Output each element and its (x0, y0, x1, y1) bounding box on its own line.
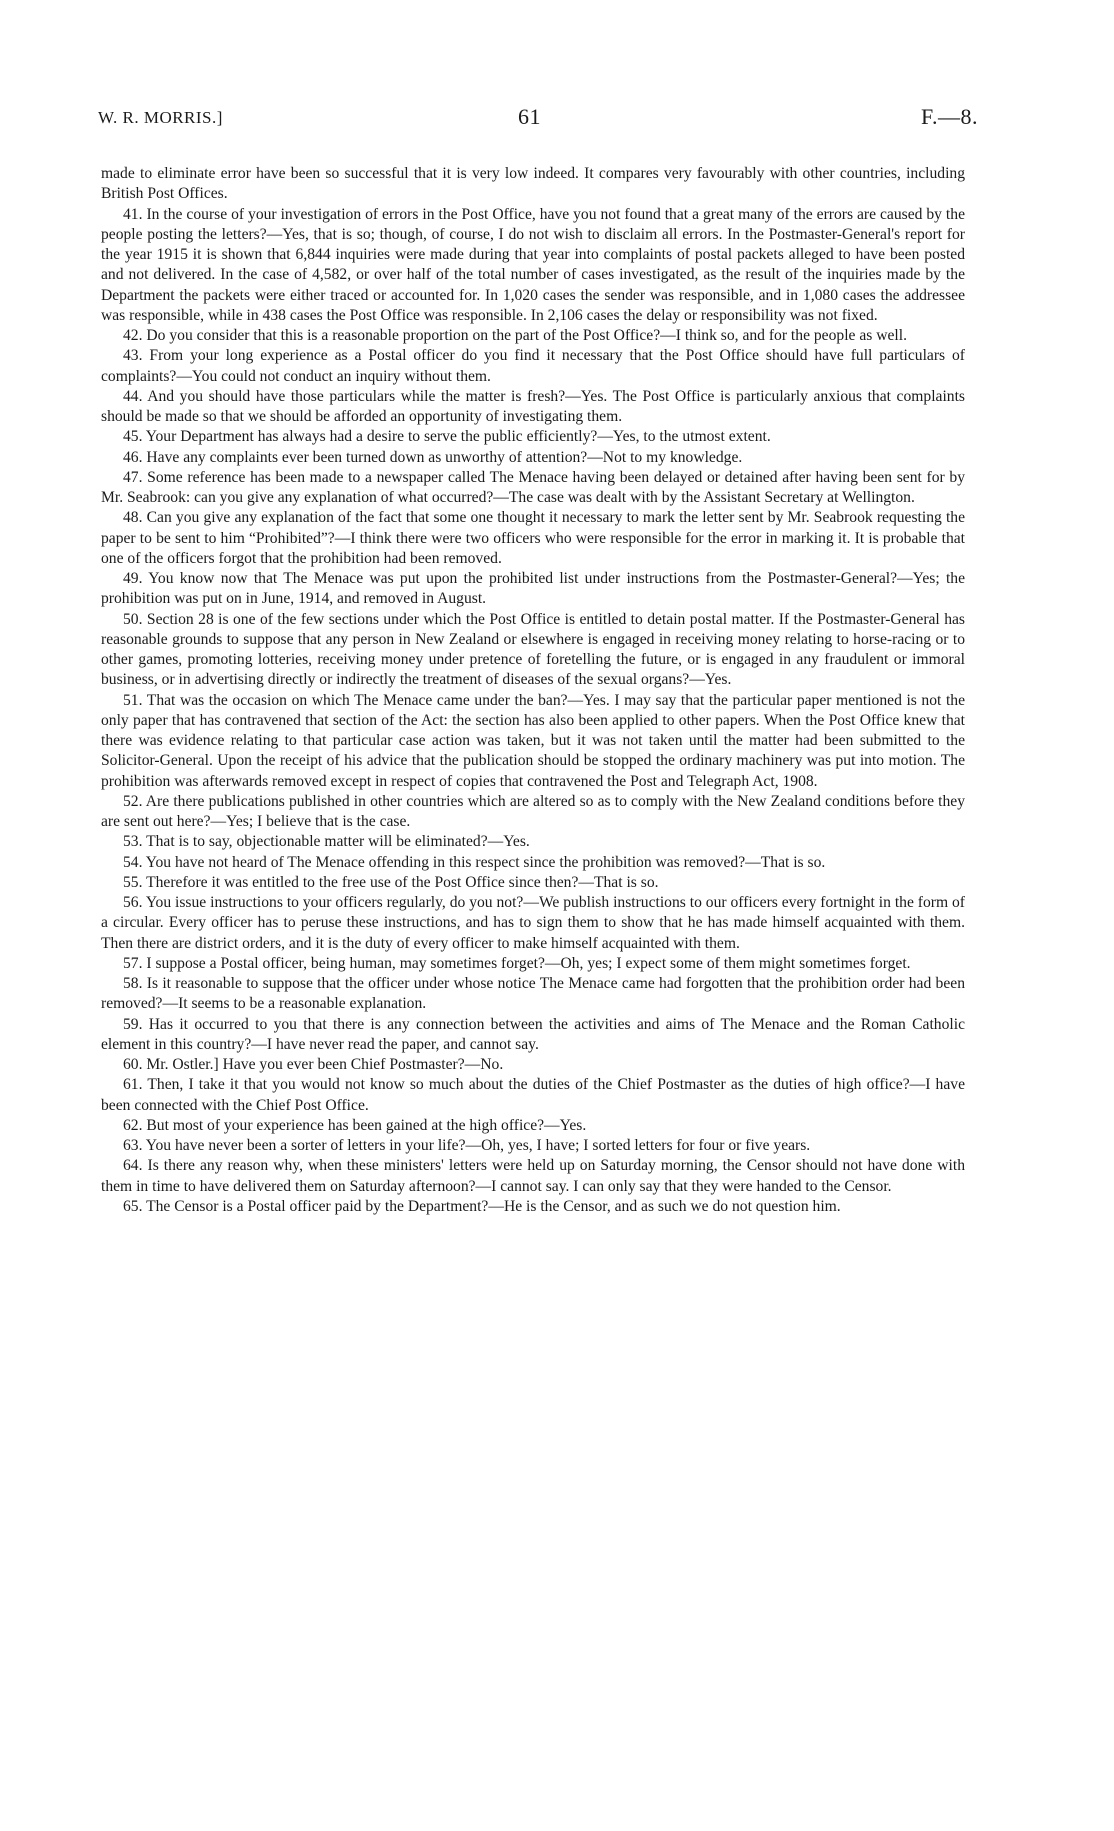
page-header (98, 104, 978, 138)
paragraph-65: 65. The Censor is a Postal officer paid by the Department?—He is the Censor, and as such we do not question him. (123, 1197, 841, 1215)
document-body (101, 164, 965, 1217)
paragraph-62: 62. But most of your experience has been gained at the high office?—Yes. (123, 1116, 587, 1134)
paragraph-54: 54. You have not heard of The Menace offending in this respect since the prohibition was removed?—That is so. (123, 853, 826, 871)
paragraph-57: 57. I suppose a Postal officer, being human, may sometimes forget?—Oh, yes; I expect some of them might sometimes forget. (123, 954, 911, 972)
paragraph-45: 45. Your Department has always had a desire to serve the public efficiently?—Yes, to the utmost extent. (123, 428, 771, 446)
paragraph-60: 60. Mr. Ostler.] Have you ever been Chief Postmaster?—No. (123, 1056, 504, 1073)
document-reference: F.—8. (921, 104, 978, 129)
paragraph-continued: made to eliminate error have been so successful that it is very low indeed. It compares very favourably with other countries, including British Post Offices. (101, 165, 965, 203)
paragraph-53: 53. That is to say, objectionable matter will be eliminated?—Yes. (123, 833, 530, 851)
paragraph-58: 58. Is it reasonable to suppose that the officer under whose notice The Menace came had forgotten that the prohibition order had been removed?—It seems to be a reasonable explanation. (101, 975, 965, 1013)
paragraph-42: 42. Do you consider that this is a reasonable proportion on the part of the Post Office?—I think so, and for the people as well. (123, 327, 907, 344)
paragraph-56: 56. You issue instructions to your officers regularly, do you not?—We publish instructions to our officers every fortnight in the form of a circular. Every officer has to peruse these instructions, and has to sign them to show that he has made himself acquainted with them. Then there are district orders, and it is the duty of every officer to make himself acquainted with them. (101, 894, 965, 952)
header-author: W. R. MORRIS.] (98, 108, 223, 127)
paragraph-46: 46. Have any complaints ever been turned down as unworthy of attention?—Not to my knowledge. (123, 448, 743, 466)
paragraph-55: 55. Therefore it was entitled to the free use of the Post Office since then?—That is so. (123, 873, 659, 891)
paragraph-41: 41. In the course of your investigation of errors in the Post Office, have you not found that a great many of the errors are caused by the people posting the letters?—Yes, that is so; though, of course, I do not wish to disclaim all errors. In the Postmaster-General's report for the year 1915 it is shown that 6,844 inquiries were made during that year into complaints of postal packets alleged to have been posted and not delivered. In the case of 4,582, or over half of the total number of cases investigated, as the result of the inquiries made by the Department the packets were either traced or accounted for. In 1,020 cases the sender was responsible, and in 1,080 cases the addressee was responsible, while in 438 cases the Post Office was responsible. In 2,106 cases the delay or responsibility was not fixed. (101, 205, 965, 324)
paragraph-47: 47. Some reference has been made to a newspaper called The Menace having been delayed or detained after having been sent for by Mr. Seabrook: can you give any explanation of what occurred?—The case was dealt with by the Assistant Secretary at Wellington. (101, 468, 965, 506)
paragraph-49: 49. You know now that The Menace was put upon the prohibited list under instructions from the Postmaster-General?—Yes; the prohibition was put on in June, 1914, and removed in August. (101, 570, 965, 608)
paragraph-50: 50. Section 28 is one of the few sections under which the Post Office is entitled to detain postal matter. If the Postmaster-General has reasonable grounds to suppose that any person in New Zealand or elsewhere is engaged in receiving money relating to horse-racing or to other games, promoting lotteries, receiving money under pretence of foretelling the future, or is engaged in any fraudulent or immoral business, or in advertising directly or indirectly the treatment of diseases of the sexual organs?—Yes. (101, 610, 965, 689)
paragraph-43: 43. From your long experience as a Postal officer do you find it necessary that the Post Office should have full particulars of complaints?—You could not conduct an inquiry without them. (101, 347, 965, 385)
paragraph-63: 63. You have never been a sorter of letters in your life?—Oh, yes, I have; I sorted letters for four or five years. (123, 1137, 811, 1154)
paragraph-44: 44. And you should have those particulars while the matter is fresh?—Yes. The Post Office is particularly anxious that complaints should be made so that we should be afforded an opportunity of investigating them. (101, 387, 965, 425)
paragraph-52: 52. Are there publications published in other countries which are altered so as to comply with the New Zealand conditions before they are sent out here?—Yes; I believe that is the case. (101, 792, 965, 830)
paragraph-61: 61. Then, I take it that you would not know so much about the duties of the Chief Postmaster as the duties of high office?—I have been connected with the Chief Post Office. (101, 1076, 965, 1114)
paragraph-64: 64. Is there any reason why, when these ministers' letters were held up on Saturday morning, the Censor should not have done with them in time to have delivered them on Saturday afternoon?—I cannot say. I can only say that they were handed to the Censor. (101, 1157, 965, 1195)
paragraph-48: 48. Can you give any explanation of the fact that some one thought it necessary to mark the letter sent by Mr. Seabrook requesting the paper to be sent to him “Prohibited”?—I think there were two officers who were responsible for the error in marking it. It is probable that one of the officers forgot that the prohibition had been removed. (101, 509, 965, 567)
paragraph-59: 59. Has it occurred to you that there is any connection between the activities and aims of The Menace and the Roman Catholic element in this country?—I have never read the paper, and cannot say. (101, 1015, 965, 1053)
page-number: 61 (518, 104, 541, 129)
paragraph-51: 51. That was the occasion on which The Menace came under the ban?—Yes. I may say that the particular paper mentioned is not the only paper that has contravened that section of the Act: the section has also been applied to other papers. When the Post Office knew that there was evidence relating to that particular case action was taken, but it was not taken until the matter had been submitted to the Solicitor-General. Upon the receipt of his advice that the publication should be stopped the ordinary machinery was put into motion. The prohibition was afterwards removed except in respect of copies that contravened the Post and Telegraph Act, 1908. (101, 691, 965, 790)
